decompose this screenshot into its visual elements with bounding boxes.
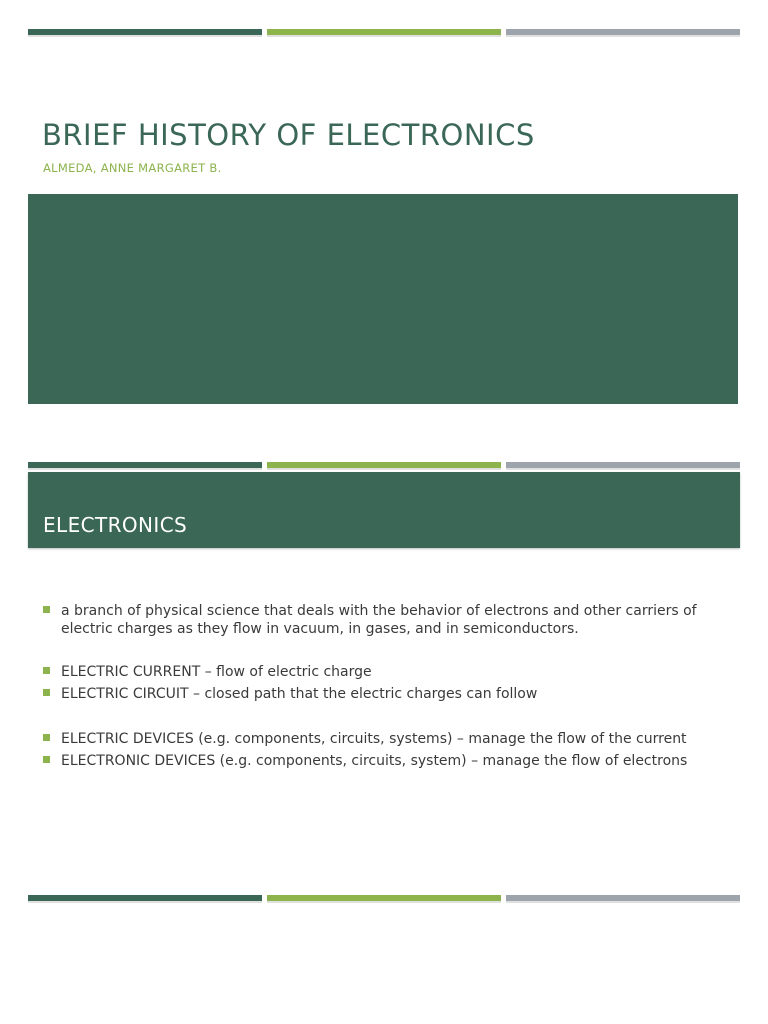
list-item <box>43 685 733 703</box>
section-header-band <box>28 472 740 548</box>
slide-subtitle: ALMEDA, ANNE MARGARET B. <box>43 161 222 175</box>
accent-stripe-green <box>267 895 501 901</box>
square-bullet-icon <box>43 734 50 741</box>
bullet-text: ELECTRIC CIRCUIT – closed path that the electric charges can follow <box>61 686 538 702</box>
bottom-accent-stripes <box>28 895 740 903</box>
top-accent-stripes <box>28 29 740 37</box>
bullet-text: ELECTRONIC DEVICES (e.g. components, circuits, system) – manage the flow of electrons <box>61 753 688 769</box>
bullet-list <box>43 602 733 770</box>
accent-stripe-green <box>267 29 501 35</box>
slide-title: BRIEF HISTORY OF ELECTRONICS <box>42 118 535 152</box>
bullet-text: ELECTRIC DEVICES (e.g. components, circuits, systems) – manage the flow of the current <box>61 731 687 747</box>
accent-stripe-dark <box>28 462 262 468</box>
list-item <box>43 663 733 681</box>
accent-stripe-gray <box>506 29 740 35</box>
accent-stripe-green <box>267 462 501 468</box>
bullet-text: ELECTRIC CURRENT – flow of electric charge <box>61 664 372 680</box>
title-slide-color-block <box>28 194 738 404</box>
list-item <box>43 602 733 638</box>
accent-stripe-gray <box>506 462 740 468</box>
square-bullet-icon <box>43 689 50 696</box>
square-bullet-icon <box>43 667 50 674</box>
accent-stripe-dark <box>28 895 262 901</box>
list-item <box>43 730 733 748</box>
square-bullet-icon <box>43 756 50 763</box>
list-item <box>43 752 733 770</box>
accent-stripe-gray <box>506 895 740 901</box>
square-bullet-icon <box>43 606 50 613</box>
section-heading: ELECTRONICS <box>43 513 188 537</box>
accent-stripe-dark <box>28 29 262 35</box>
middle-accent-stripes <box>28 462 740 470</box>
bullet-text: a branch of physical science that deals with the behavior of electrons and other carriers of electric charges as they flow in vacuum, in gases, and in semiconductors. <box>61 603 697 637</box>
